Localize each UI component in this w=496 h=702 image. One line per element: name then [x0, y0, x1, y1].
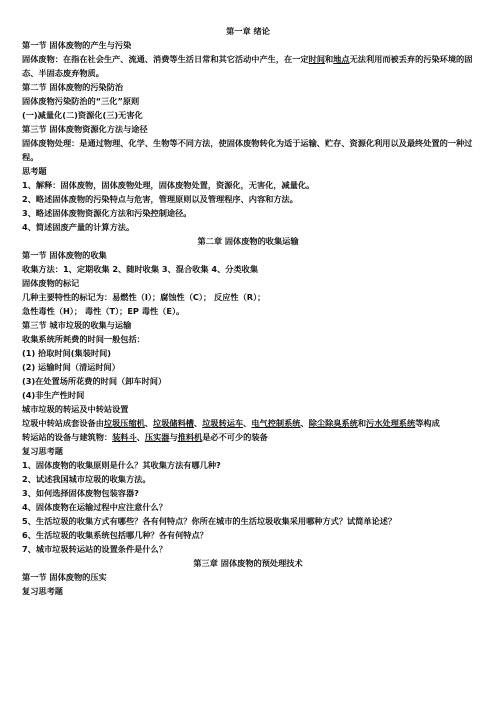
ch2-collection-methods: 收集方法：1、定期收集 2、随时收集 3、混合收集 4、分类收集	[22, 264, 259, 274]
ch2-review-4: 4、固体废物在运输过程中应注意什么？	[22, 502, 167, 512]
ch2-time-item-1: (1) 拾取时间(集装时间)	[22, 348, 112, 358]
ch1-question-2: 2、略述固体废物的污染特点与危害，管理原则以及管理程序、内容和方法。	[22, 194, 298, 204]
document-page	[22, 24, 474, 598]
ch2-labels-title: 固体废物的标记	[22, 278, 80, 288]
ch2-station-equipment: 转运站的设备与建筑物：装料斗、压实器与推料机是必不可少的装备	[22, 432, 268, 442]
chapter-1-title: 第一章 绪论	[226, 26, 270, 36]
ch1-section-2-title: 第二节 固体废物的污染防治	[22, 82, 124, 92]
ch2-section-3-title: 第三节 城市垃圾的收集与运输	[22, 320, 132, 330]
ch2-review-3: 3、如何选择固体废物包装容器?	[22, 488, 139, 498]
ch2-time-item-3: (3)在处置场所花费的时间（卸车时间）	[22, 376, 167, 386]
ch1-question-3: 3、略述固体废物资源化方法和污染控制途径。	[22, 208, 192, 218]
ch2-time-title: 收集系统所耗费的时间一般包括：	[22, 334, 145, 344]
ch2-labels-line-2: 急性毒性（H）； 毒性（T）；EP 毒性（E）。	[22, 306, 185, 316]
ch1-three-principles-list: (一)减量化(二)资源化(三)无害化	[22, 110, 143, 120]
ch2-review-6: 6、生活垃圾的收集系统包括哪几种？各有何特点？	[22, 530, 208, 540]
ch2-time-item-4: (4)非生产性时间	[22, 390, 85, 400]
ch2-review-7: 7、城市垃圾转运站的设置条件是什么？	[22, 544, 167, 554]
ch2-review-2: 2、试述我国城市垃圾的收集方法。	[22, 474, 151, 484]
ch1-section-3-title: 第三节 固体废物资源化方法与途径	[22, 124, 148, 134]
ch2-transfer-title: 城市垃圾的转运及中转站设置	[22, 404, 129, 414]
ch1-section-1-title: 第一节 固体废物的产生与污染	[22, 40, 132, 50]
ch2-time-item-2: (2) 运输时间（清运时间）	[22, 362, 120, 372]
ch2-transfer-equipment: 垃圾中转站成套设备由垃圾压缩机、垃圾储料槽、垃圾转运车、电气控制系统、除尘除臭系统和污水处理系统等构成	[22, 418, 440, 428]
ch3-section-1-title: 第一节 固体废物的压实	[22, 572, 107, 582]
ch3-review-title: 复习思考题	[22, 586, 63, 596]
chapter-2-title: 第二章 固体废物的收集运输	[197, 236, 299, 246]
ch1-three-principles-title: 固体废物污染防治的“三化”原则	[22, 96, 140, 106]
ch1-solid-waste-definition: 固体废物：在指在社会生产、流通、消费等生活日常和其它活动中产生，在一定时间和地点无法利用而被丢弃的污染环境的固态、半固态废弃物质。	[22, 54, 473, 78]
ch1-questions-title: 思考题	[22, 166, 47, 176]
ch2-review-1: 1、固体废物的收集原则是什么？其收集方法有哪几种?	[22, 460, 221, 470]
ch2-section-1-title: 第一节 固体废物的收集	[22, 250, 107, 260]
ch2-review-title: 复习思考题	[22, 446, 63, 456]
ch1-treatment-definition: 固体废物处理：是通过物理、化学、生物等不同方法，使固体废物转化为适于运输、贮存、资源化利用以及最终处置的一种过程。	[22, 138, 473, 162]
ch1-question-1: 1、解释：固体废物，固体废物处理，固体废物处置，资源化，无害化，减量化。	[22, 180, 315, 190]
ch2-labels-line-1: 几种主要特性的标记为：易燃性（I）；腐蚀性（C）； 反应性（R）；	[22, 292, 266, 302]
ch2-review-5: 5、生活垃圾的收集方式有哪些？各有何特点？你所在城市的生活垃圾收集采用哪种方式？试简单论述？	[22, 516, 397, 526]
chapter-3-title: 第三章 固体废物的预处理技术	[193, 558, 303, 568]
ch1-question-4: 4、简述固废产量的计算方法。	[22, 222, 135, 232]
